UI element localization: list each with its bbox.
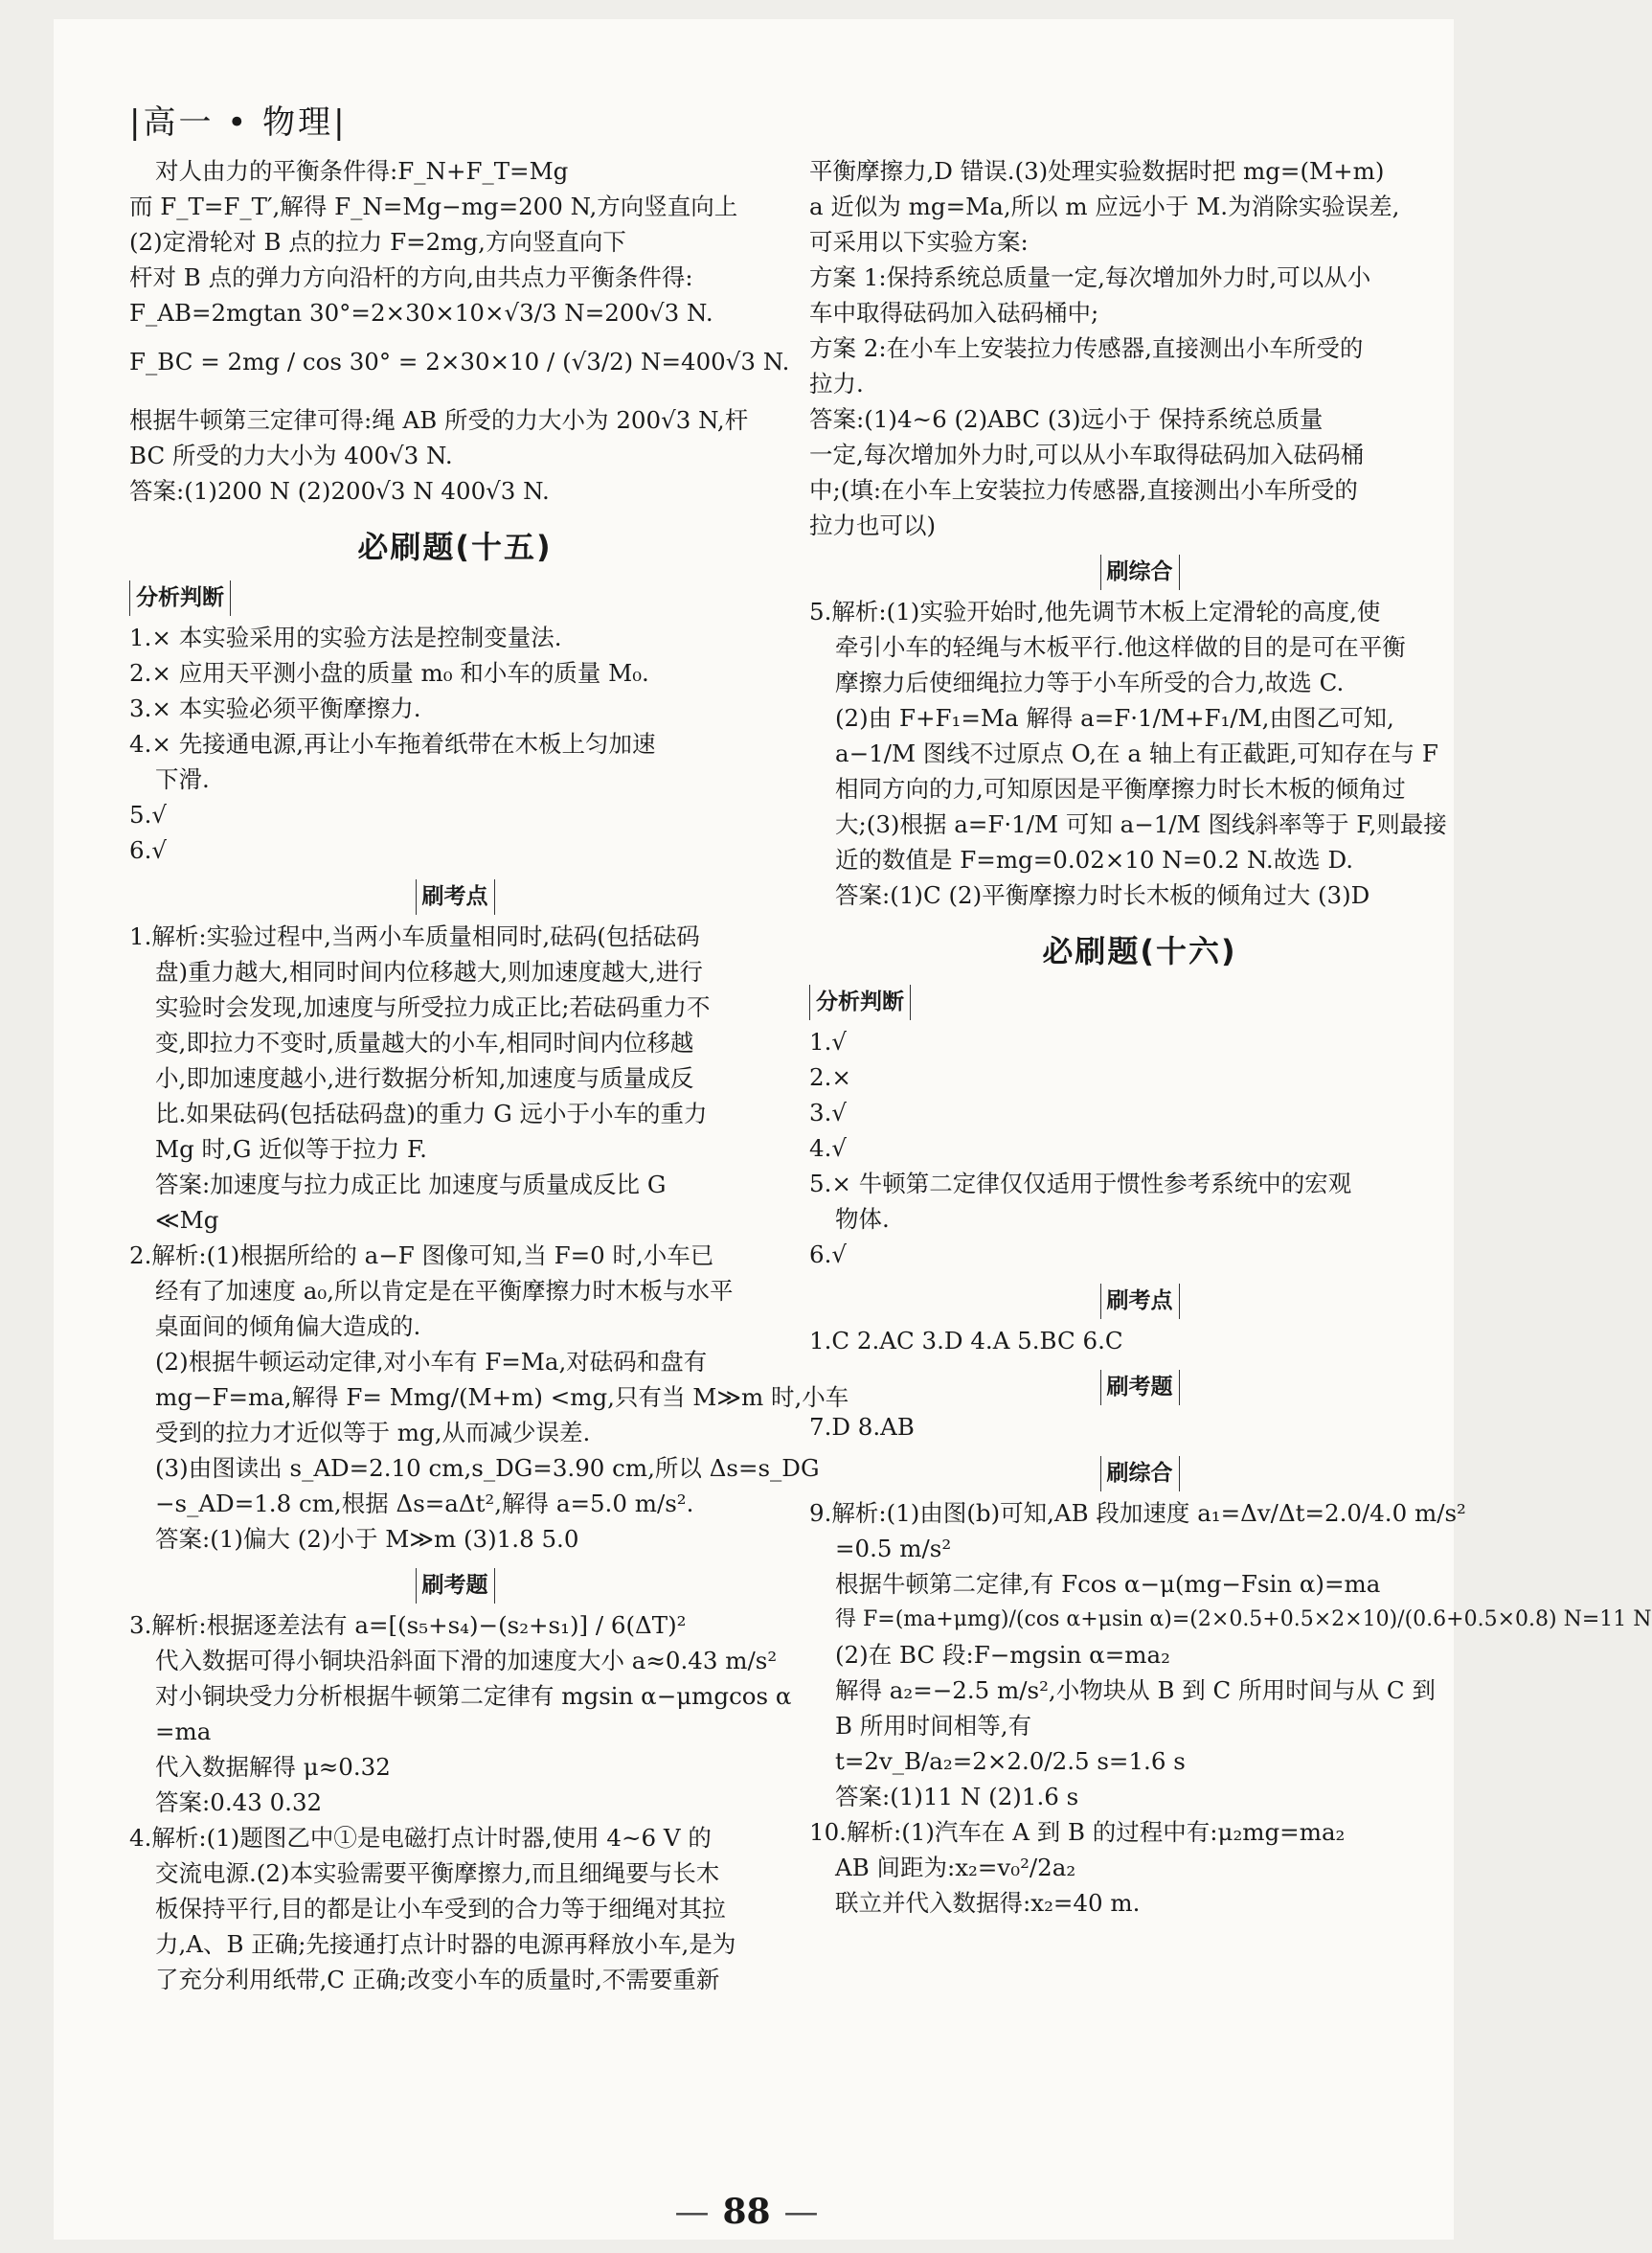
list-item: 2.× [809, 1063, 851, 1091]
list-item: 1.× 本实验采用的实验方法是控制变量法. [129, 624, 562, 651]
list-item: 3.× 本实验必须平衡摩擦力. [129, 694, 421, 722]
text-line: 拉力. [809, 370, 864, 398]
text-line: 联立并代入数据得:x₂=40 m. [835, 1889, 1141, 1917]
answer-line: 答案:加速度与拉力成正比 加速度与质量成反比 G [155, 1171, 667, 1198]
judge-list [809, 1024, 1470, 1272]
text-line: 小,即加速度越小,进行数据分析知,加速度与质量成反 [155, 1064, 694, 1092]
text-line: 可采用以下实验方案: [809, 228, 1029, 256]
list-item: 4.√ [809, 1134, 847, 1162]
text-line: 实验时会发现,加速度与所受拉力成正比;若砝码重力不 [155, 993, 711, 1021]
answer-line: 答案:(1)4~6 (2)ABC (3)远小于 保持系统总质量 [809, 405, 1324, 433]
question-2 [129, 1238, 849, 1557]
text-line: 摩擦力后使细绳拉力等于小车所受的合力,故选 C. [835, 669, 1345, 696]
section-title: 必刷题(十五) [357, 529, 553, 565]
text-line: (2)由 F+F₁=Ma 解得 a=F·1/M+F₁/M,由图乙可知, [835, 704, 1394, 732]
text-line: 盘)重力越大,相同时间内位移越大,则加速度越大,进行 [155, 958, 703, 986]
list-item: 3.√ [809, 1099, 847, 1126]
text-line: t=2v_B/a₂=2×2.0/2.5 s=1.6 s [835, 1747, 1186, 1775]
text-line: 方案 1:保持系统总质量一定,每次增加外力时,可以从小 [809, 263, 1371, 291]
text-line: 板保持平行,目的都是让小车受到的合力等于细绳对其拉 [155, 1895, 726, 1923]
right-column [809, 153, 1652, 1921]
text-line: 比.如果砝码(包括砝码盘)的重力 G 远小于小车的重力 [155, 1100, 708, 1127]
question-4-continued [809, 153, 1470, 543]
text-line: 牵引小车的轻绳与木板平行.他这样做的目的是可在平衡 [835, 633, 1406, 661]
page-number: — 88 — [674, 2192, 819, 2232]
text-line: 了充分利用纸带,C 正确;改变小车的质量时,不需要重新 [155, 1966, 720, 1993]
answer-line: 一定,每次增加外力时,可以从小车取得砝码加入砝码桶 [809, 441, 1365, 468]
text-line: mg−F=ma,解得 F= Mmg/(M+m) <mg,只有当 M≫m 时,小车 [155, 1383, 849, 1411]
text-line: =0.5 m/s² [835, 1535, 952, 1562]
list-item: 4.× 先接通电源,再让小车拖着纸带在木板上匀加速 [129, 730, 656, 758]
subsection-tag: 刷考点 [1100, 1284, 1180, 1319]
answer-line: 答案:(1)C (2)平衡摩擦力时长木板的倾角过大 (3)D [835, 881, 1370, 909]
text-line: 近的数值是 F=mg=0.02×10 N=0.2 N.故选 D. [835, 846, 1354, 874]
answer-line: 7.D 8.AB [809, 1413, 915, 1441]
list-item: 6.√ [129, 836, 167, 864]
answer-line: 中;(填:在小车上安装拉力传感器,直接测出小车所受的 [809, 476, 1358, 504]
answer-line: 1.C 2.AC 3.D 4.A 5.BC 6.C [809, 1327, 1123, 1354]
question-4 [129, 1820, 781, 1997]
subsection-tag: 刷综合 [1100, 1456, 1180, 1491]
text-line: F_BC = 2mg / cos 30° = 2×30×10 / (√3/2) N=400√3 N. [129, 348, 790, 376]
text-line: 受到的拉力才近似等于 mg,从而减少误差. [155, 1419, 591, 1446]
left-column [129, 153, 849, 1997]
list-item: 5.√ [129, 801, 167, 829]
question-5 [809, 594, 1470, 913]
text-line: 3.解析:根据逐差法有 a=[(s₅+s₄)−(s₂+s₁)] / 6(ΔT)² [129, 1611, 687, 1639]
text-line: (2)在 BC 段:F−mgsin α=ma₂ [835, 1641, 1170, 1669]
text-line: 平衡摩擦力,D 错误.(3)处理实验数据时把 mg=(M+m) [809, 157, 1385, 185]
text-line: −s_AD=1.8 cm,根据 Δs=aΔt²,解得 a=5.0 m/s². [155, 1490, 694, 1517]
text-line: 1.解析:实验过程中,当两小车质量相同时,砝码(包括砝码 [129, 922, 700, 950]
intro-block [129, 153, 790, 509]
text-line: 根据牛顿第二定律,有 Fcos α−μ(mg−Fsin α)=ma [835, 1570, 1381, 1598]
text-line: 杆对 B 点的弹力方向沿杆的方向,由共点力平衡条件得: [129, 263, 693, 291]
text-line: (2)定滑轮对 B 点的拉力 F=2mg,方向竖直向下 [129, 228, 626, 256]
answer-line: ≪Mg [155, 1206, 219, 1234]
text-line: 代入数据可得小铜块沿斜面下滑的加速度大小 a≈0.43 m/s² [155, 1647, 778, 1674]
list-item: 下滑. [155, 765, 210, 793]
subsection-tag: 刷考题 [416, 1568, 495, 1604]
list-item: 物体. [835, 1205, 890, 1233]
text-line: 方案 2:在小车上安装拉力传感器,直接测出小车所受的 [809, 334, 1364, 362]
text-line: 根据牛顿第三定律可得:绳 AB 所受的力大小为 200√3 N,杆 [129, 406, 749, 434]
question-9 [809, 1495, 1652, 1814]
answer-line: 答案:(1)11 N (2)1.6 s [835, 1783, 1079, 1810]
text-line: 而 F_T=F_T′,解得 F_N=Mg−mg=200 N,方向竖直向上 [129, 193, 738, 220]
text-line: 解得 a₂=−2.5 m/s²,小物块从 B 到 C 所用时间与从 C 到 [835, 1676, 1436, 1704]
subsection-tag: 分析判断 [809, 985, 911, 1020]
text-line: F_AB=2mgtan 30°=2×30×10×√3/3 N=200√3 N. [129, 299, 713, 327]
answer-line: 答案:(1)200 N (2)200√3 N 400√3 N. [129, 477, 550, 505]
question-1 [129, 919, 781, 1238]
list-item: 6.√ [809, 1240, 847, 1268]
text-line: 相同方向的力,可知原因是平衡摩擦力时长木板的倾角过 [835, 775, 1406, 803]
text-line: 对人由力的平衡条件得:F_N+F_T=Mg [155, 157, 569, 185]
text-line: 9.解析:(1)由图(b)可知,AB 段加速度 a₁=Δv/Δt=2.0/4.0 m/s² [809, 1499, 1466, 1527]
text-line: 力,A、B 正确;先接通打点计时器的电源再释放小车,是为 [155, 1930, 736, 1958]
list-item: 2.× 应用天平测小盘的质量 m₀ 和小车的质量 M₀. [129, 659, 649, 687]
text-line: 大;(3)根据 a=F·1/M 可知 a−1/M 图线斜率等于 F,则最接 [835, 810, 1447, 838]
text-line: Mg 时,G 近似等于拉力 F. [155, 1135, 427, 1163]
text-line: 变,即拉力不变时,质量越大的小车,相同时间内位移越 [155, 1029, 694, 1057]
answer-line: 拉力也可以) [809, 512, 937, 539]
subsection-tag: 刷综合 [1100, 555, 1180, 590]
text-line: 代入数据解得 μ≈0.32 [155, 1753, 391, 1781]
question-3 [129, 1607, 792, 1820]
text-line: (2)根据牛顿运动定律,对小车有 F=Ma,对砝码和盘有 [155, 1348, 708, 1376]
answer-line: 答案:(1)偏大 (2)小于 M≫m (3)1.8 5.0 [155, 1525, 579, 1553]
text-line: 2.解析:(1)根据所给的 a−F 图像可知,当 F=0 时,小车已 [129, 1241, 714, 1269]
text-line: 对小铜块受力分析根据牛顿第二定律有 mgsin α−μmgcos α [155, 1682, 792, 1710]
subsection-tag: 刷考题 [1100, 1370, 1180, 1405]
text-line: a−1/M 图线不过原点 O,在 a 轴上有正截距,可知存在与 F [835, 740, 1438, 767]
text-line: AB 间距为:x₂=v₀²/2a₂ [835, 1854, 1076, 1881]
text-line: 10.解析:(1)汽车在 A 到 B 的过程中有:μ₂mg=ma₂ [809, 1818, 1346, 1846]
section-title: 必刷题(十六) [1042, 933, 1237, 969]
text-line: (3)由图读出 s_AD=2.10 cm,s_DG=3.90 cm,所以 Δs=s_DG [155, 1454, 820, 1482]
subsection-tag: 刷考点 [416, 879, 495, 915]
list-item: 1.√ [809, 1028, 847, 1056]
text-line: B 所用时间相等,有 [835, 1712, 1032, 1740]
judge-list [129, 620, 781, 868]
list-item: 5.× 牛顿第二定律仅仅适用于惯性参考系统中的宏观 [809, 1170, 1352, 1197]
question-10 [809, 1814, 1470, 1921]
text-line: 得 F=(ma+μmg)/(cos α+μsin α)=(2×0.5+0.5×2×10)/(0.6+0.5×0.8) N=11 N [835, 1607, 1652, 1631]
text-line: 经有了加速度 a₀,所以肯定是在平衡摩擦力时木板与水平 [155, 1277, 734, 1305]
text-line: 4.解析:(1)题图乙中①是电磁打点计时器,使用 4~6 V 的 [129, 1824, 712, 1852]
text-line: BC 所受的力大小为 400√3 N. [129, 442, 453, 469]
text-line: 5.解析:(1)实验开始时,他先调节木板上定滑轮的高度,使 [809, 598, 1381, 626]
text-line: 交流电源.(2)本实验需要平衡摩擦力,而且细绳要与长木 [155, 1859, 720, 1887]
subsection-tag: 分析判断 [129, 580, 231, 616]
answer-line: 答案:0.43 0.32 [155, 1788, 323, 1816]
text-line: 桌面间的倾角偏大造成的. [155, 1312, 421, 1340]
text-line: =ma [155, 1718, 212, 1745]
page-header: |高一 • 物理| [129, 103, 348, 142]
text-line: a 近似为 mg=Ma,所以 m 应远小于 M.为消除实验误差, [809, 193, 1400, 220]
text-line: 车中取得砝码加入砝码桶中; [809, 299, 1099, 327]
page-number-value: 88 [722, 2192, 771, 2232]
